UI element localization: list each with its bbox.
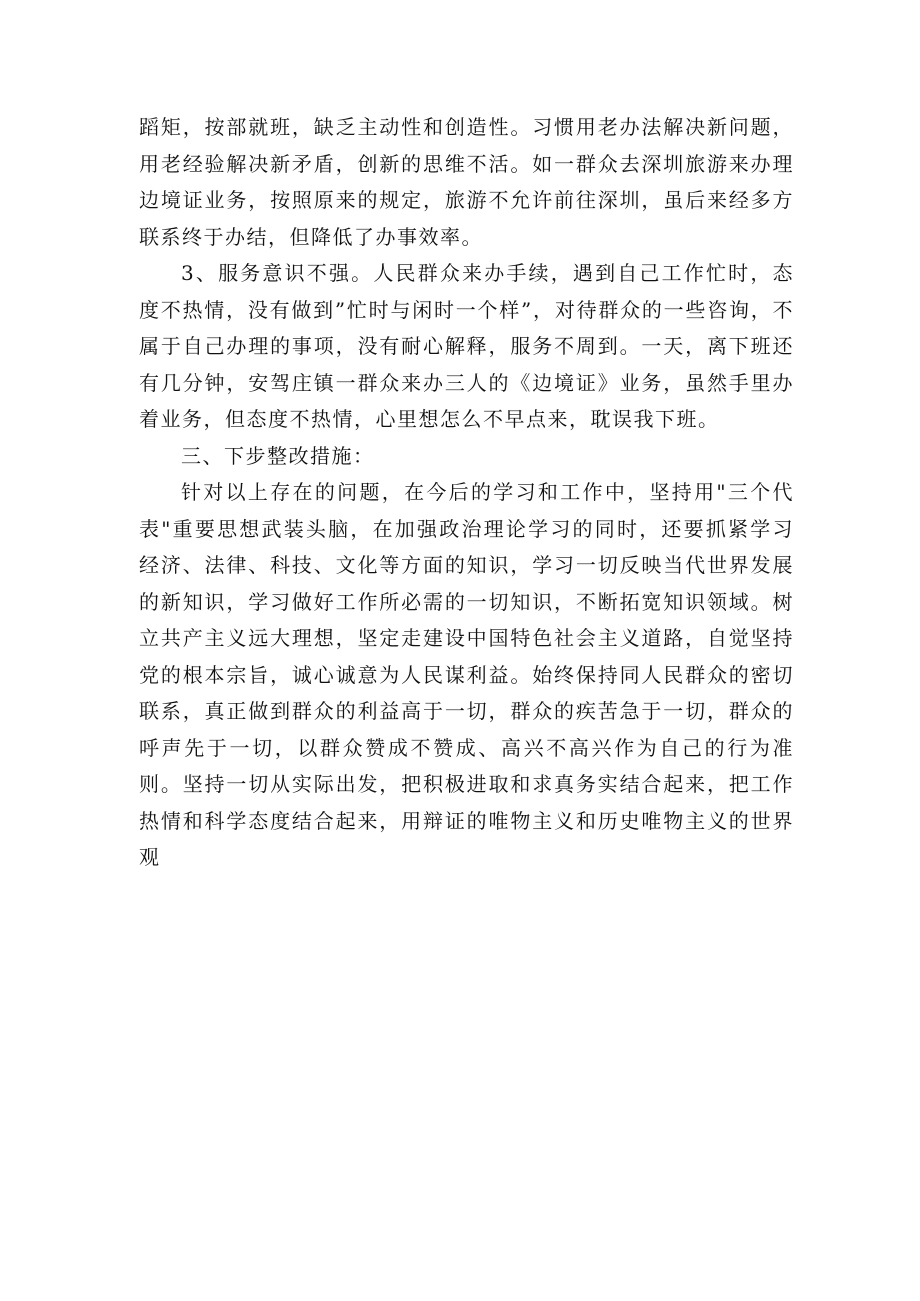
paragraph-1: 蹈矩，按部就班，缺乏主动性和创造性。习惯用老办法解决新问题，用老经验解决新矛盾，创新的思维不活。如一群众去深圳旅游来办理边境证业务，按照原来的规定，旅游不允许前往深圳，虽后来经多方联系终于办结，但降低了办事效率。 (139, 115, 794, 249)
paragraph-3: 针对以上存在的问题，在今后的学习和工作中，坚持用"三个代表"重要思想武装头脑，在加强政治理论学习的同时，还要抓紧学习经济、法律、科技、文化等方面的知识，学习一切反映当代世界发展的新知识，学习做好工作所必需的一切知识，不断拓宽知识领域。树立共产主义远大理想，坚定走建设中国特色社会主义道路，自觉坚持党的根本宗旨，诚心诚意为人民谋利益。始终保持同人民群众的密切联系，真正做到群众的利益高于一切，群众的疾苦急于一切，群众的呼声先于一切，以群众赞成不赞成、高兴不高兴作为自己的行为准则。坚持一切从实际出发，把积极进取和求真务实结合起来，把工作热情和科学态度结合起来，用辩证的唯物主义和历史唯物主义的世界观 (139, 480, 794, 869)
section-heading: 三、下步整改措施： (181, 443, 375, 468)
document-page (139, 109, 794, 876)
paragraph-2: 3、服务意识不强。人民群众来办手续，遇到自己工作忙时，态度不热情，没有做到”忙时与闲时一个样”，对待群众的一些咨询，不属于自己办理的事项，没有耐心解释，服务不周到。一天，离下班还有几分钟，安驾庄镇一群众来办三人的《边境证》业务，虽然手里办着业务，但态度不热情，心里想怎么不早点来，耽误我下班。 (139, 261, 794, 431)
